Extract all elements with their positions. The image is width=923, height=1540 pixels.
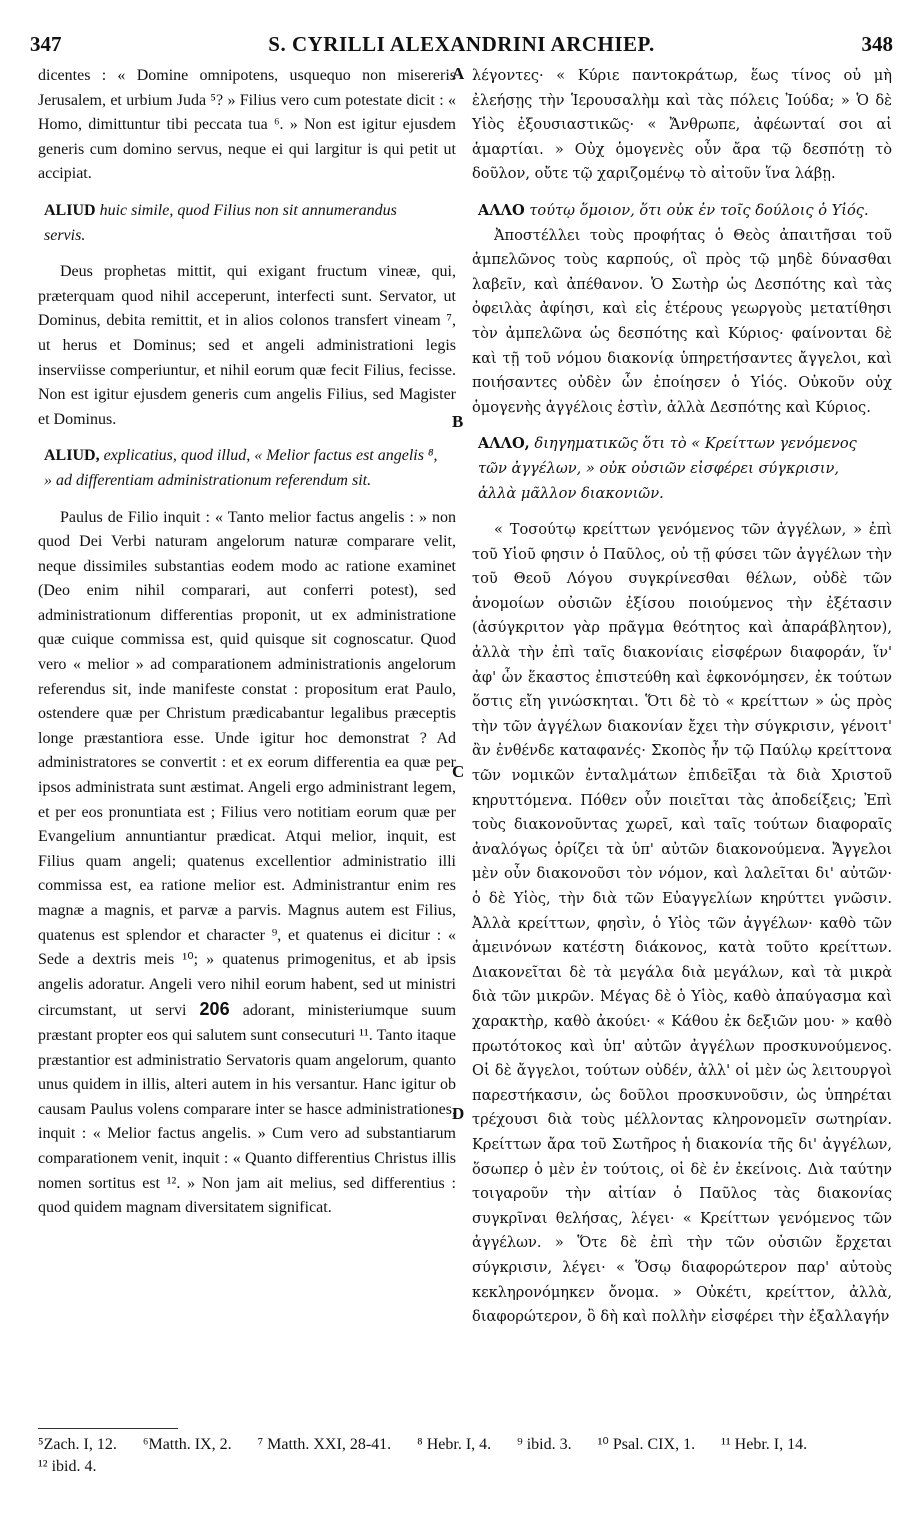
greek-paragraph-3: « Τοσούτῳ κρείττων γενόμενος τῶν ἀγγέλων, » ἐπὶ τοῦ Υἱοῦ φησιν ὁ Παῦλος, οὐ τῇ φύσει τῶν ἀγγέλων τὴν τοῦ Θεοῦ Λόγου συγκρίνεσθαι θέλων, οὐδὲ τῶν ἀνομοίων οὐσιῶν ἐξίσου ποιούμενος τὴν ἐξέτασιν (ἀσύγκριτον γὰρ πρᾶγμα θεότητος καὶ ἀπαράβλητον), ἀλλὰ τὴν ἐπὶ ταῖς διακονίαις εἰσφέρων διαφοράν, ἵν' ἀφ' ὧν ἕκαστος ἐπιστεύθη καὶ ἐφκονόμησεν, ἐκ τούτων ὅστις εἴη γινώσκηται. Ὅτι δὲ τὸ « κρείττων » ὡς πρὸς τὴν τῶν ἀγγέλων διακονίαν ἔχει τὴν σύγκρισιν, γένοιτ' ἂν ἐνθένδε καταφανές· Σκοπὸς ἦν τῷ Παύλῳ κρείττονα τῶν νομικῶν ἐνταλμάτων ἐπιδεῖξαι τὰ διὰ Χριστοῦ κηρυττόμενα. Πόθεν οὖν ποιεῖται τὰς ἀποδείξεις; Ἐπὶ τοὺς διακονοῦντας χωρεῖ, καὶ ταῖς τούτων διαφοραῖς ἀναλόγως ὁρίζει τὰ ὑπ' αὐτῶν διακονούμενα. Ἄγγελοι μὲν οὖν διακονοῦσι τὸν νόμον, καὶ λαλεῖται δι' αὐτῶν· ὁ δὲ Υἱὸς, τὴν διὰ τῶν Εὐαγγελίων κηρύττει γνῶσιν. Ἀλλὰ κρείττων, φησὶν, ὁ Υἱὸς τῶν ἀγγέλων· καθὸ τῶν ἀμεινόνων κατέστη διάκονος, κατὰ τοῦτο κρείττων. Διακονεῖται δὲ τὰ μεγάλα διὰ μεγάλων, καὶ τὰ μικρὰ διὰ τῶν μικρῶν. Μέγας δὲ ὁ Υἱὸς, καθὸ ἀπαύγασμα καὶ χαρακτὴρ, καθὸ ἀκούει· « Κάθου ἐκ δεξιῶν μου· » καθὸ πρωτότοκος καὶ ὑπ' αὐτῶν ἀγγέλων προσκυνούμενος. Οἱ δὲ ἄγγελοι, τούτων οὐδέν, ἀλλ' οἱ μὲν ὡς λειτουργοὶ παρεστήκασιν, ὡς δοῦλοι προσκυνοῦσιν, ὡς ὑπηρέται τρέχουσι διὰ τοὺς μέλλοντας κληρονομεῖν σωτηρίαν. Κρείττων ἄρα τοῦ Σωτῆρος ἡ διακονία τῆς δι' ἀγγέλων, ὅσωπερ ὁ μὲν ἐν τούτοις, οἱ δὲ ἐν ἐκείνοις. Διὰ ταύτην τοιγαροῦν τὴν αἰτίαν ὁ Παῦλος τὰς διακονίας συγκρῖναι θελήσας, λέγει· « Κρείττων γενόμενος τῶν ἀγγέλων. » Ὅτε δὲ ἐπὶ τὴν τῶν οὐσιῶν ἔρχεται σύγκρισιν, λέγει· « Ὅσῳ διαφορώτερον παρ' αὐτοὺς κεκληρονόμηκεν ὄνομα. » Οὐκέτι, κρείττον, ἀλλὰ, διαφορώτερον, ὃ δὴ καὶ πολλὴν εἰσφέρει τὴν ἐξαλλαγήν xyxy=(472,521,892,1326)
latin-heading-2-lead: ALIUD, xyxy=(44,447,100,465)
running-header xyxy=(30,32,893,58)
footnote-10: ¹⁰ Psal. CIX, 1. xyxy=(597,1436,696,1453)
footnote-12: ¹² ibid. 4. xyxy=(38,1458,97,1475)
latin-heading-1-lead: ALIUD xyxy=(44,201,96,219)
greek-heading-2 xyxy=(472,432,892,506)
marker-d: D xyxy=(452,1104,465,1123)
marker-b: B xyxy=(452,412,464,431)
latin-heading-1 xyxy=(38,199,456,248)
greek-paragraph-1: λέγοντες· « Κύριε παντοκράτωρ, ἕως τίνος οὐ μὴ ἐλεήσῃς τὴν Ἱερουσαλὴμ καὶ τὰς πόλεις Ἰούδα; » Ὁ δὲ Υἱὸς ἐξουσιαστικῶς· « Ἄνθρωπε, ἀφέωνταί σοι αἱ ἁμαρτίαι. » Οὐχ ὁμογενὲς οὖν ἄρα τῷ δεσπότῃ τὸ δοῦλον, οὔτε τῷ χαριζομένῳ τὸ αἰτοῦν ἵνα λάβῃ. xyxy=(472,67,892,183)
footnote-6: ⁶Matth. IX, 2. xyxy=(142,1436,232,1453)
plate-number: 206 xyxy=(199,999,230,1020)
running-title: S. CYRILLI ALEXANDRINI ARCHIEP. xyxy=(268,32,655,56)
footnote-11: ¹¹ Hebr. I, 14. xyxy=(721,1436,808,1453)
latin-paragraph-2: Deus prophetas mittit, qui exigant fructum vineæ, qui, præterquam quod nihil acceperunt, interfecti sunt. Servator, ut Dominus, debita remittit, et in alios colonos transfert vineam ⁷, ut herus et Dominus; sed et angeli administrationi legis inserviisse comperiuntur, et nihil eorum quæ fecit Filius, fecisse. Non est igitur ejusdem generis cum angelis Filius, sed Magister et Dominus. xyxy=(38,263,456,428)
latin-column xyxy=(38,64,456,1221)
footnote-9: ⁹ ibid. 3. xyxy=(517,1436,572,1453)
greek-heading-2-text: διηγηματικῶς ὅτι τὸ « Κρείττων γενόμενος τῶν ἀγγέλων, » οὐκ οὐσιῶν εἰσφέρει σύγκρισιν, ἀλλὰ μᾶλλον διακονιῶν. xyxy=(478,435,857,502)
footnote-7: ⁷ Matth. XXI, 28-41. xyxy=(257,1436,392,1453)
greek-paragraph-2: Ἀποστέλλει τοὺς προφήτας ὁ Θεὸς ἀπαιτῆσαι τοῦ ἀμπελῶνος τοὺς καρπούς, οἳ πρὸς τῷ μηδὲ δύνασθαι λαβεῖν, καὶ ἀπέθανον. Ὁ Σωτὴρ ὡς Δεσπότης καὶ τὰς ὀφειλὰς ἀφίησι, καὶ εἰς ἑτέρους γεωργοὺς μετατίθησι τὸν ἀμπελῶνα ὡς δεσπότης καὶ Κύριος· φαίνονται δὲ καὶ τῇ τοῦ νόμου διακονίᾳ ὑπηρετήσαντες ἄγγελοι, καὶ ποιήσαντες οὐδὲν ὧν ἐποίησεν ὁ Υἱός. Οὐκοῦν οὐχ ὁμογενὴς ἀγγέλοις ἐστὶν, ἀλλὰ Δεσπότης καὶ Κύριος. xyxy=(472,226,892,416)
footnote-rule xyxy=(38,1428,178,1429)
greek-heading-2-lead: ΑΛΛΟ, xyxy=(478,435,530,453)
marker-c: C xyxy=(452,762,465,781)
footnotes xyxy=(38,1434,893,1478)
page-number-left: 347 xyxy=(30,32,62,56)
latin-paragraph-1: dicentes : « Domine omnipotens, usquequo non misereris Jerusalem, et urbium Juda ⁵? » Filius vero cum potestate dicit : « Homo, dimittuntur tibi peccata tua ⁶. » Non est igitur ejusdem generis cum domino servus, neque ei qui largitur is qui petit ut accipiat. xyxy=(38,67,456,183)
latin-paragraph-3-part-2: adorant, ministeriumque suum præstant propter eos qui salutem sunt consecuturi ¹¹. Tanto itaque præstantior est administratio Servatoris quam angelorum, quanto unus quidem in illis, alteri autem in his versantur. Hanc igitur ob causam Paulus volens comparare inter se hasce administrationes, inquit : « Melior factus angelis. » Cum vero ad substantiarum comparationem venit, inquit : « Quanto differentius Christus illis nomen sortitus est ¹². » Non jam ait melius, sed differentius : quod quidem magnam diversitatem significat. xyxy=(38,1002,457,1217)
greek-heading-1 xyxy=(472,199,892,224)
latin-paragraph-3-part-1: Paulus de Filio inquit : « Tanto melior factus angelis : » non quod Dei Verbi naturam angelorum naturæ comparare velit, neque dissimiles substantias eodem modo ac ratione examinet (Deo enim nihil comparari, aut conferri potest), sed administrationum differentias proponit, ut ex administratione quæ cuique commissa est, quid quisque sit cognoscatur. Quod vero « melior » ad comparationem administrationis angelorum referendus sit, inde manifeste constat : propositum erat Paulo, ostendere quæ per Christum prædicabantur legalibus præceptis longe præstantiora esse. Unde igitur hoc demonstrat ? Ad administratores se convertit : et ex eorum differentia ea quæ per ipsos administrata sunt æstimat. Angeli ergo administrant legem, et per eos pronuntiata est ; Filius vero notitiam eorum quæ per Evangelium annuntiantur prædicat. Atqui melior, inquit, est Filius quam angeli; quatenus excellentior administratio illi commissa est, ea ratione melior est. Administrantur enim res magnæ a magnis, et parvæ a parvis. Magnus autem est Filius, quatenus est splendor et character ⁹, et quatenus ei dicitur : « Sede a dextris meis ¹⁰; » quatenus primogenitus, et ab ipsis angelis adoratur. Angeli vero nihil eorum habent, sed ut ministri circumstant, ut servi xyxy=(38,508,456,1020)
latin-heading-2 xyxy=(38,444,456,493)
greek-column xyxy=(472,64,892,1330)
footnote-5: ⁵Zach. I, 12. xyxy=(38,1436,117,1453)
latin-heading-1-text: huic simile, quod Filius non sit annumerandus servis. xyxy=(44,201,397,244)
marker-a: A xyxy=(452,64,465,83)
latin-heading-2-text: explicatius, quod illud, « Melior factus est angelis ⁸, » ad differentiam administrationum referendum sit. xyxy=(44,447,438,489)
greek-heading-1-text: τούτῳ ὅμοιον, ὅτι οὐκ ἐν τοῖς δούλοις ὁ Υἱός. xyxy=(529,201,869,219)
footnote-8: ⁸ Hebr. I, 4. xyxy=(417,1436,492,1453)
page-number-right: 348 xyxy=(861,32,893,56)
greek-heading-1-lead: ΑΛΛΟ xyxy=(478,201,525,219)
latin-paragraph-3 xyxy=(38,506,456,1221)
